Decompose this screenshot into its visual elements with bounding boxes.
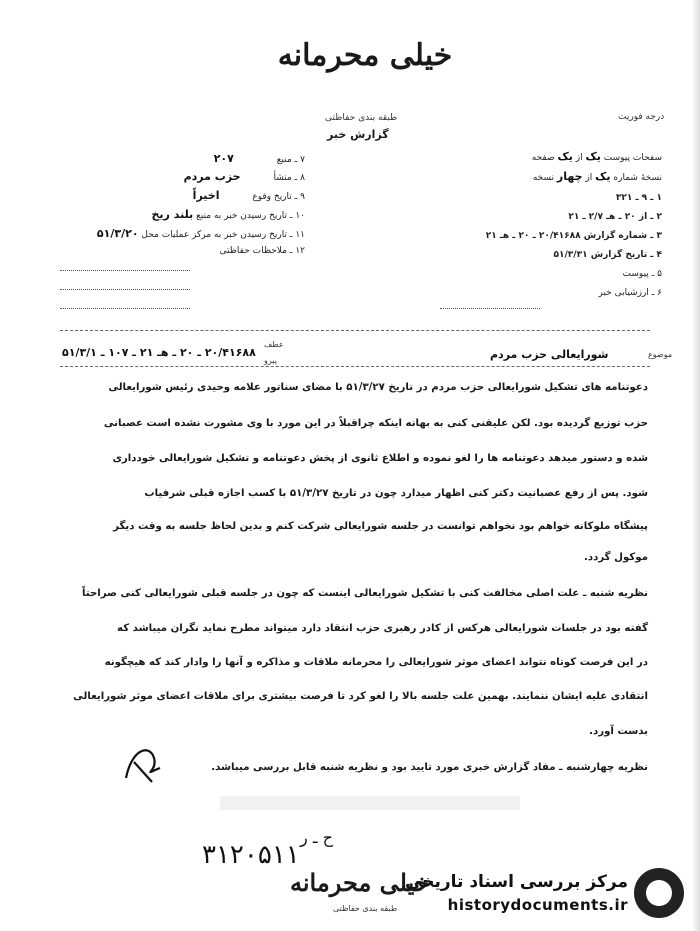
field-row-1: ۱ ـ ۹ ـ ۳۲۱ <box>615 193 662 203</box>
center-receipt-value: ۵۱/۳/۲۰ <box>96 227 139 240</box>
pages-unit: صفحه <box>531 153 555 163</box>
source-value: ۲۰۷ <box>213 152 234 165</box>
pages-attached-field <box>402 150 662 163</box>
copy-from-value: چهار <box>556 170 583 183</box>
body-line: حزب توزیع گردیده بود. لکن علیقنی کنی به بهانه اینکه چراقبلاً در این مورد با وی مشورت نشده است عصبانی <box>103 418 648 429</box>
center-receipt-field <box>60 227 305 240</box>
field-row-2: ۲ ـ از ۲۰ ـ هـ ۲/۷ ـ ۲۱ <box>568 212 662 222</box>
copy-number-field <box>402 170 662 183</box>
origin-label: ۸ ـ منشأ <box>273 173 305 183</box>
body-line: دعوتنامه های تشکیل شورایعالی حزب مردم در تاریخ ۵۱/۳/۲۷ با مضای سناتور علامه وحیدی رئیس شورایعالی <box>108 382 648 393</box>
handwritten-code: ح ـ ر <box>300 828 333 847</box>
center-receipt-label: ۱۱ ـ تاریخ رسیدن خبر به مرکز عملیات محل <box>141 230 305 240</box>
body-line: موکول گردد. <box>584 552 648 563</box>
watermark-title: مرکز بررسی اسناد تاریخی <box>405 872 628 892</box>
bottom-classification-label: طبقه بندی حفاظتی <box>333 904 398 913</box>
scan-edge <box>692 0 700 931</box>
source-label: ۷ ـ منبع <box>276 155 305 165</box>
watermark-url: historydocuments.ir <box>447 896 628 914</box>
body-line: نظریه شنبه ـ علت اصلی مخالفت کنی با تشکیل شورایعالی اینست که چون در جلسه قبلی شورایعالی کنی صراحتاً <box>81 588 648 599</box>
subject-label: موضوع <box>648 350 673 359</box>
bottom-classification-stamp: خیلی محرمانه <box>290 868 430 897</box>
handwritten-number: ۳۱۲۰۵۱۱ <box>202 840 300 870</box>
reference-label-bottom: پیرو <box>264 356 277 365</box>
copy-label: نسخهٔ شماره <box>613 173 662 183</box>
separator-top <box>60 330 650 331</box>
classification-label: طبقه بندی حفاظتی <box>325 113 398 123</box>
source-receipt-value: بلند ریخ <box>151 208 194 221</box>
archive-logo-icon <box>634 868 684 918</box>
copy-value: یک <box>595 170 611 183</box>
body-line: گفته بود در جلسات شورایعالی هرکس از کادر رهبری حزب انتقاد دارد میتواند مطرح نماید نگران میباشد که <box>117 623 648 634</box>
body-line: شده و دستور میدهد دعوتنامه ها را لغو نموده و اطلاع ثانوی از پخش دعوتنامه و تشکیل شورایعالی خودداری <box>112 453 648 464</box>
report-type: گزارش خبر <box>327 128 389 141</box>
occurrence-date-field <box>60 189 305 202</box>
body-line: شود. پس از رفع عصبانیت دکتر کنی اظهار میدارد چون در تاریخ ۵۱/۳/۲۷ با کسب اجازه قبلی شرفیاب <box>144 488 648 499</box>
bleed-through <box>220 796 520 810</box>
copy-unit: نسخه <box>532 173 554 183</box>
copy-from: از <box>585 173 593 183</box>
watermark <box>400 866 690 926</box>
occurrence-value: اخیراً <box>192 189 220 202</box>
occurrence-label: ۹ ـ تاریخ وقوع <box>252 192 305 202</box>
body-line: نظریه چهارشنبه ـ مفاد گزارش خبری مورد تایید بود و نظریه شنبه قابل بررسی میباشد. <box>211 762 648 773</box>
body-line: پیشگاه ملوکانه خواهم بود نخواهم توانست در جلسه شورایعالی شرکت کنم و بدین لحاظ جلسه به وقت دیگر <box>113 521 648 532</box>
field-row-4: ۴ ـ تاریخ گزارش ۵۱/۳/۳۱ <box>553 250 662 260</box>
signature-scribble <box>120 738 168 788</box>
reference-number: ۲۰/۴۱۶۸۸ ـ ۲۰ ـ هـ ۲۱ ـ ۱۰۷ ـ ۵۱/۳/۱ <box>62 346 256 359</box>
pages-from-value: یک <box>557 150 573 163</box>
field-row-6: ۶ ـ ارزشیابی خبر <box>598 288 662 298</box>
subject-text: شورایعالی حزب مردم <box>490 348 609 361</box>
pages-from: از <box>575 153 583 163</box>
security-notes-field: ۱۲ ـ ملاحظات حفاظتی <box>219 246 305 256</box>
document-title: خیلی محرمانه <box>277 38 453 73</box>
pages-label: سفحات پیوست <box>603 153 662 163</box>
priority-label: درجه فوریت <box>618 112 665 122</box>
separator-bottom <box>60 366 650 367</box>
field-row-3: ۳ ـ شماره گزارش ۲۰/۴۱۶۸۸ ـ ۲۰ ـ هـ ۲۱ <box>485 231 662 241</box>
body-line: در این فرصت کوتاه نتواند اعضای موثر شورایعالی را محرمانه ملاقات و مذاکره و آنها را وادار کند که هیچگونه <box>104 657 648 668</box>
source-field <box>60 152 305 165</box>
pages-value: یک <box>585 150 601 163</box>
source-receipt-label: ۱۰ ـ تاریخ رسیدن خبر به منبع <box>196 211 305 221</box>
field-row-5: ۵ ـ پیوست <box>622 269 662 279</box>
origin-field <box>60 170 305 183</box>
origin-value: حزب مردم <box>183 170 241 183</box>
source-receipt-field <box>60 208 305 221</box>
body-line: بدست آورد. <box>589 726 648 737</box>
body-line: انتقادی علیه ایشان ننمایند. بهمین علت جلسه بالا را لغو کرد تا فرصت بیشتری برای ملاقات اعضای موثر شورایعالی <box>73 691 648 702</box>
reference-label-top: عطف <box>264 340 284 349</box>
